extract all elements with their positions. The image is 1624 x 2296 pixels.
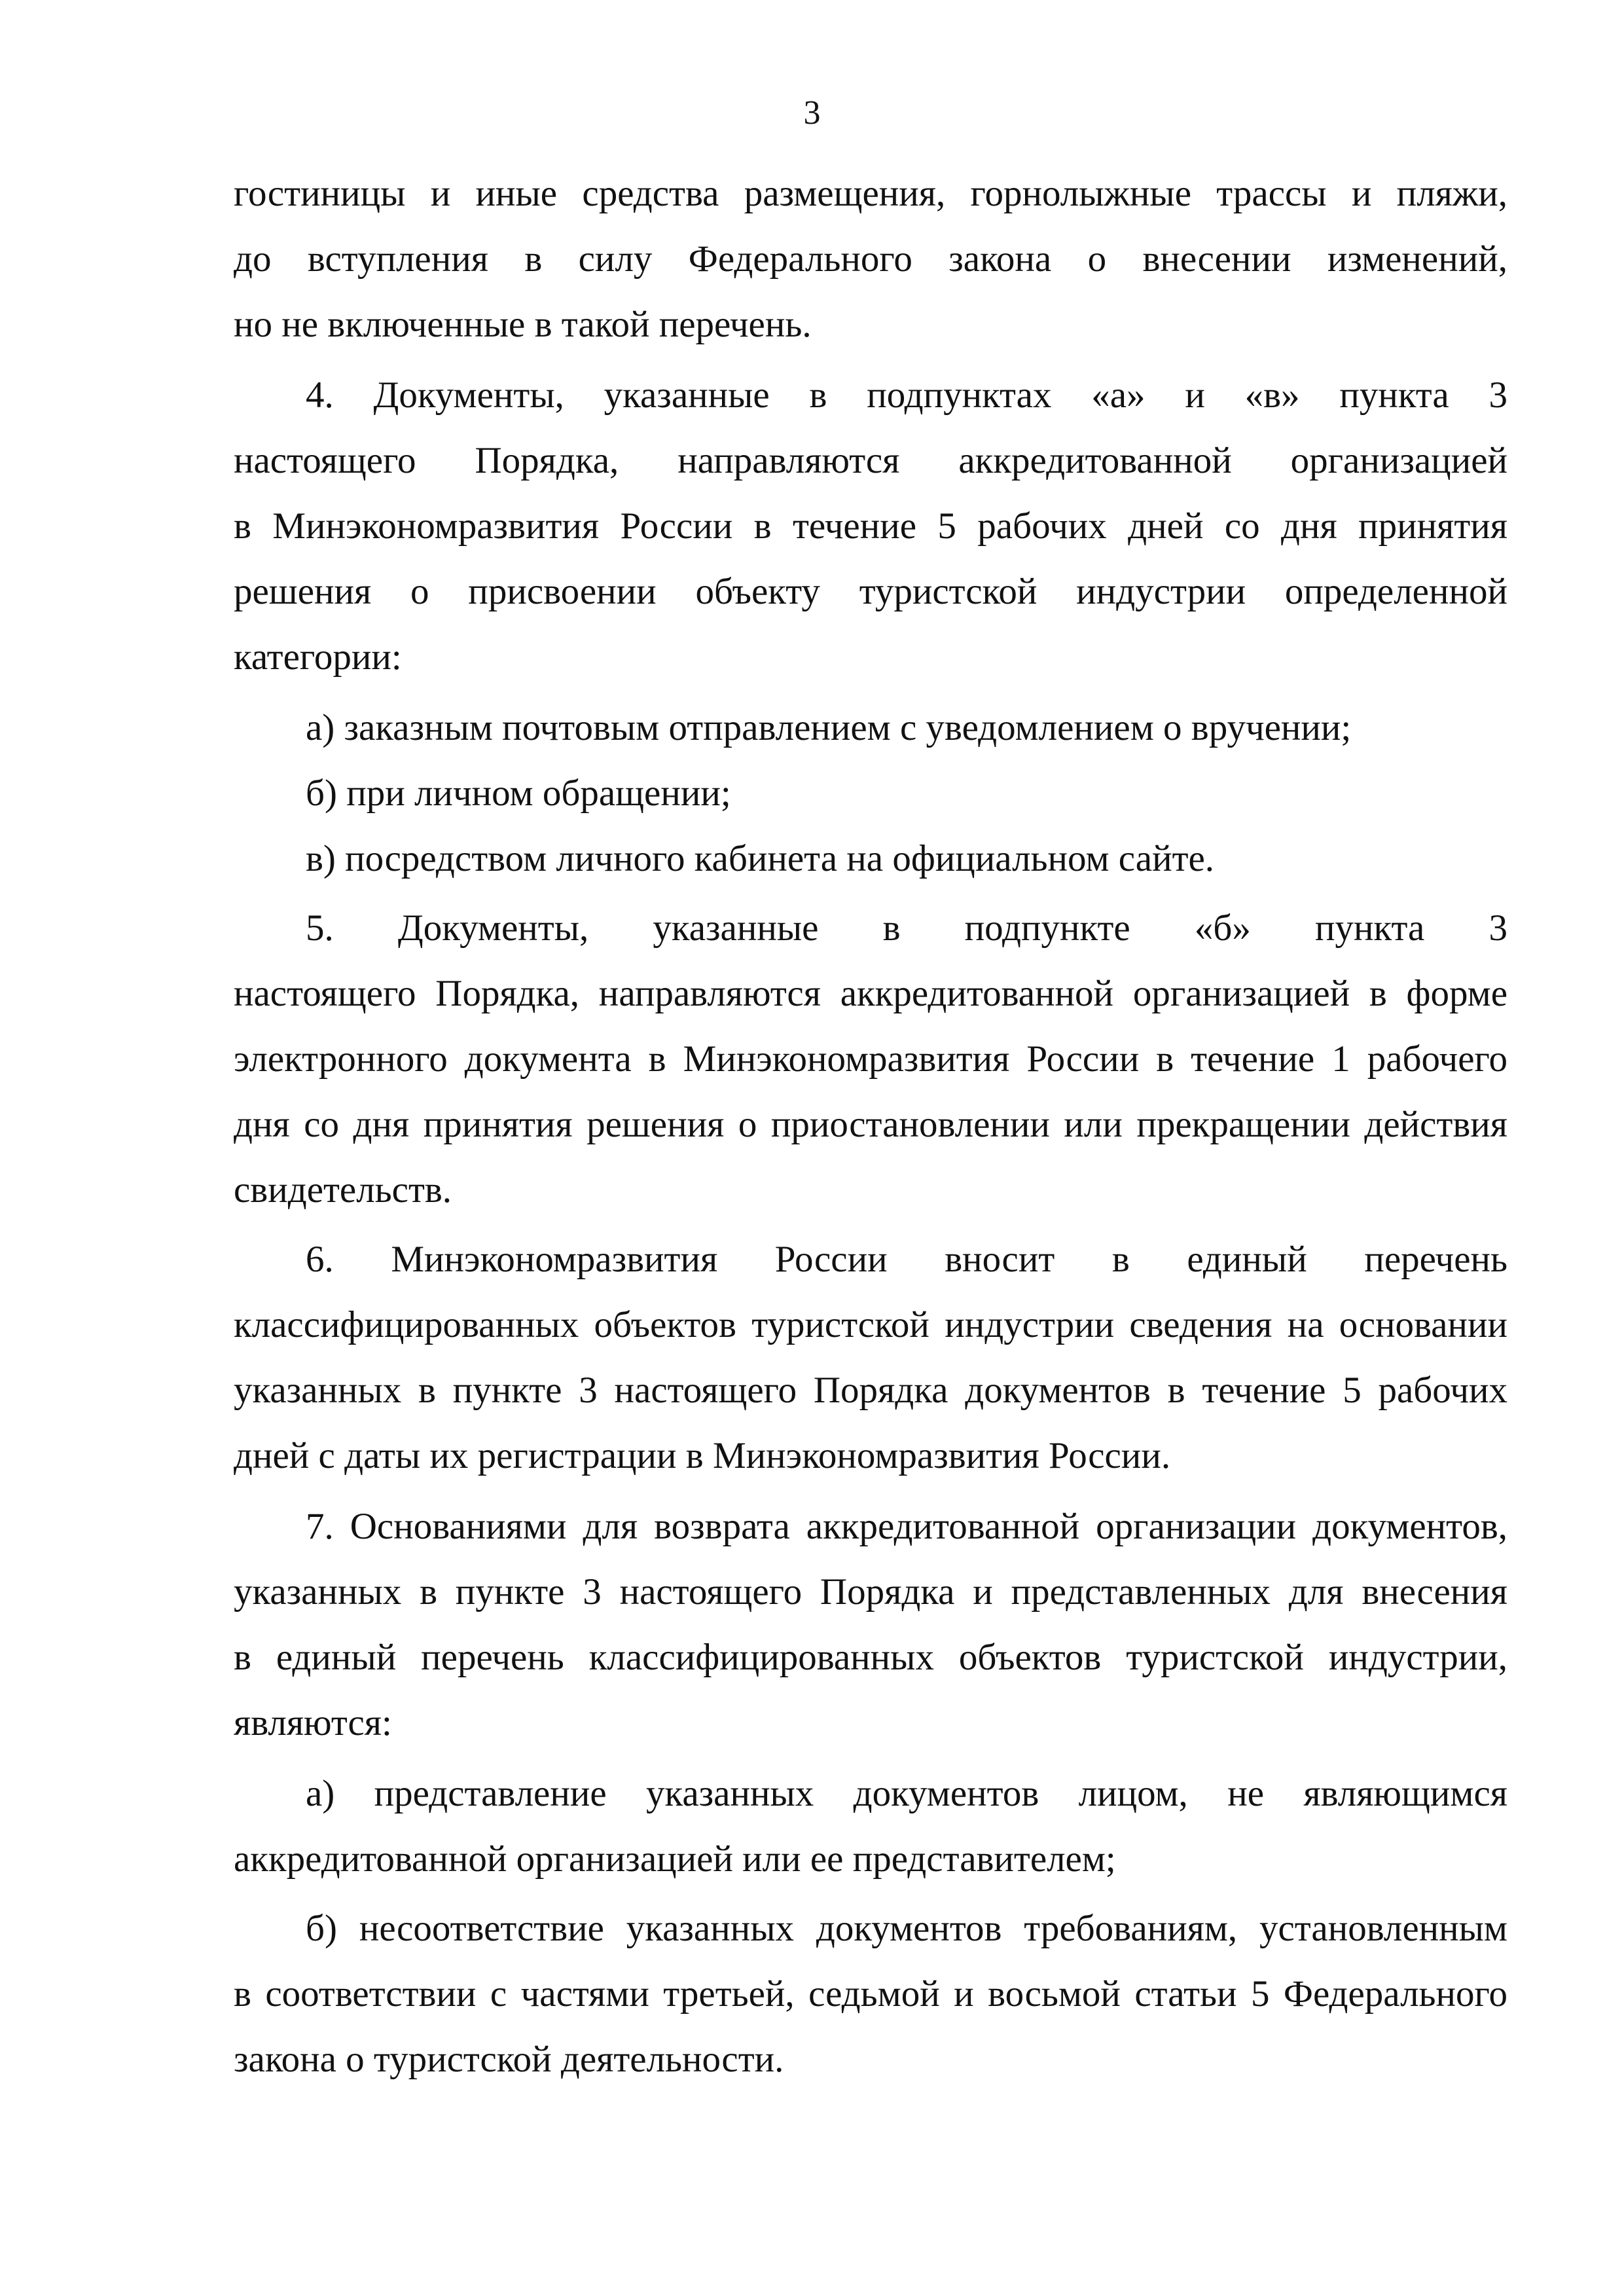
text-line: решения о присвоении объекту туристской индустрии определенной bbox=[234, 571, 1507, 612]
text-line: аккредитованной организацией или ее представителем; bbox=[234, 1838, 1116, 1880]
text-line: дней с даты их регистрации в Минэкономразвития России. bbox=[234, 1435, 1171, 1476]
paragraph-7-line: 7. Основаниями для возврата аккредитованной организации документов, bbox=[306, 1506, 1507, 1547]
text-line: дня со дня принятия решения о приостановлении или прекращении действия bbox=[234, 1104, 1507, 1145]
list-item: б) при личном обращении; bbox=[306, 773, 731, 814]
text-line: гостиницы и иные средства размещения, горнолыжные трассы и пляжи, bbox=[234, 173, 1507, 214]
list-item: а) представление указанных документов лицом, не являющимся bbox=[306, 1773, 1507, 1814]
list-item: в) посредством личного кабинета на официальном сайте. bbox=[306, 838, 1215, 879]
paragraph-5-line: 5. Документы, указанные в подпункте «б» пункта 3 bbox=[306, 907, 1507, 949]
text-line: категории: bbox=[234, 636, 402, 678]
text-line: электронного документа в Минэкономразвития России в течение 1 рабочего bbox=[234, 1038, 1507, 1080]
paragraph-6-line: 6. Минэкономразвития России вносит в единый перечень bbox=[306, 1239, 1507, 1280]
page-number: 3 bbox=[803, 94, 821, 132]
text-line: свидетельств. bbox=[234, 1169, 452, 1211]
list-item: б) несоответствие указанных документов требованиям, установленным bbox=[306, 1908, 1507, 1949]
paragraph-4-line: 4. Документы, указанные в подпунктах «а» и «в» пункта 3 bbox=[306, 374, 1507, 416]
text-line: в Минэкономразвития России в течение 5 рабочих дней со дня принятия bbox=[234, 505, 1507, 547]
text-line: в соответствии с частями третьей, седьмой и восьмой статьи 5 Федерального bbox=[234, 1973, 1507, 2014]
text-line: закона о туристской деятельности. bbox=[234, 2039, 784, 2080]
text-line: до вступления в силу Федерального закона о внесении изменений, bbox=[234, 238, 1507, 280]
text-line: являются: bbox=[234, 1702, 392, 1743]
text-line: указанных в пункте 3 настоящего Порядка и представленных для внесения bbox=[234, 1571, 1507, 1613]
text-line: настоящего Порядка, направляются аккредитованной организацией в форме bbox=[234, 973, 1507, 1014]
text-line: но не включенные в такой перечень. bbox=[234, 304, 812, 345]
list-item: а) заказным почтовым отправлением с уведомлением о вручении; bbox=[306, 707, 1352, 748]
text-line: указанных в пункте 3 настоящего Порядка документов в течение 5 рабочих bbox=[234, 1370, 1507, 1411]
text-line: настоящего Порядка, направляются аккредитованной организацией bbox=[234, 440, 1507, 481]
text-line: в единый перечень классифицированных объектов туристской индустрии, bbox=[234, 1637, 1507, 1678]
text-line: классифицированных объектов туристской индустрии сведения на основании bbox=[234, 1304, 1507, 1345]
